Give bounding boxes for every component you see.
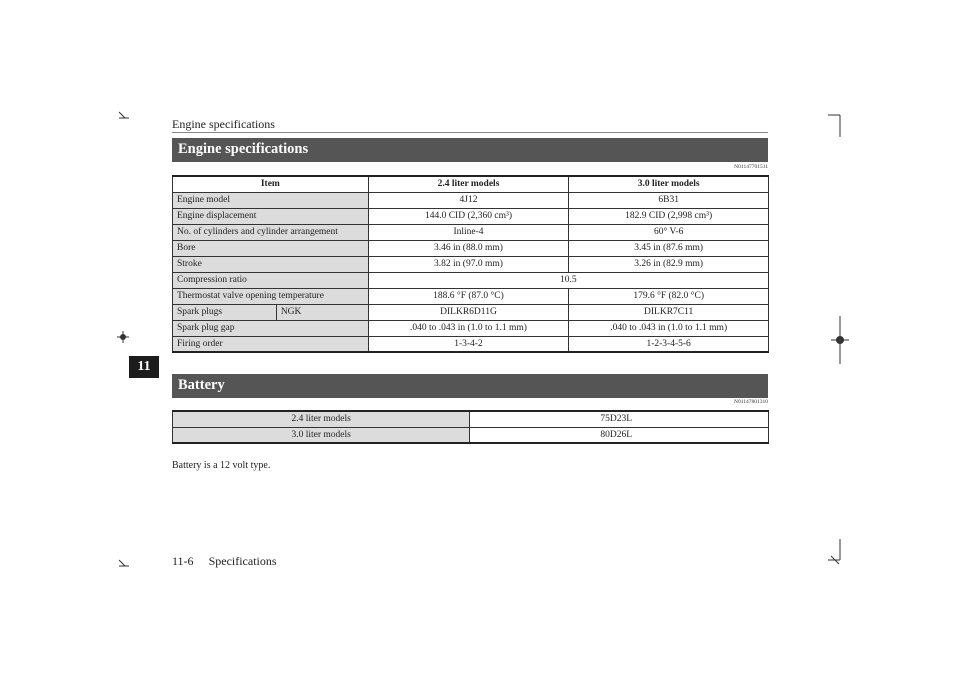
cell-value: 60° V-6	[569, 224, 769, 240]
table-row	[173, 411, 769, 427]
cell-value: 3.45 in (87.6 mm)	[569, 240, 769, 256]
engine-spec-table	[172, 175, 769, 353]
cell-value: 1-3-4-2	[368, 336, 569, 352]
registration-mark-left	[116, 330, 130, 344]
cell-value: 188.6 °F (87.0 °C)	[368, 288, 569, 304]
battery-table	[172, 410, 769, 444]
page-header-title: Engine specifications	[172, 117, 275, 131]
row-label: Spark plug gap	[173, 320, 369, 336]
crop-mark-top-left	[118, 110, 132, 122]
table-row	[173, 288, 769, 304]
cell-value: DILKR6D11G	[368, 304, 569, 320]
table-row	[173, 427, 769, 443]
table-row	[173, 272, 769, 288]
crop-mark-bottom-left	[118, 558, 132, 570]
crop-mark-bottom-right	[826, 538, 842, 568]
row-label: Engine model	[173, 192, 369, 208]
chapter-tab: 11	[129, 356, 159, 378]
col-header-30: 3.0 liter models	[569, 176, 769, 192]
row-label: Stroke	[173, 256, 369, 272]
cell-value: 3.26 in (82.9 mm)	[569, 256, 769, 272]
cell-value: 6B31	[569, 192, 769, 208]
battery-note: Battery is a 12 volt type.	[172, 460, 271, 471]
cell-value: .040 to .043 in (1.0 to 1.1 mm)	[368, 320, 569, 336]
col-header-item: Item	[173, 176, 369, 192]
row-label: 2.4 liter models	[173, 411, 470, 427]
row-label: Bore	[173, 240, 369, 256]
battery-section-title: Battery	[172, 374, 768, 398]
engine-section-title: Engine specifications	[172, 138, 768, 162]
row-label: Compression ratio	[173, 272, 369, 288]
table-row	[173, 224, 769, 240]
col-header-24: 2.4 liter models	[368, 176, 569, 192]
table-row	[173, 336, 769, 352]
row-label: Thermostat valve opening temperature	[173, 288, 369, 304]
cell-value: 144.0 CID (2,360 cm³)	[368, 208, 569, 224]
table-row	[173, 256, 769, 272]
cell-value: DILKR7C11	[569, 304, 769, 320]
header-rule	[172, 132, 768, 133]
crop-mark-top-right	[826, 110, 842, 138]
table-row	[173, 320, 769, 336]
row-label: 3.0 liter models	[173, 427, 470, 443]
page-footer	[172, 554, 277, 569]
battery-section-code: N01147801310	[733, 399, 768, 405]
registration-mark-right	[830, 315, 850, 365]
page-number: 11-6	[172, 554, 194, 568]
row-sublabel: NGK	[276, 304, 368, 320]
cell-value: 182.9 CID (2,998 cm³)	[569, 208, 769, 224]
cell-value: 4J12	[368, 192, 569, 208]
cell-value: 3.82 in (97.0 mm)	[368, 256, 569, 272]
table-row	[173, 304, 769, 320]
table-row	[173, 192, 769, 208]
table-header-row	[173, 176, 769, 192]
engine-section-code: N01147701511	[734, 164, 768, 170]
table-row	[173, 240, 769, 256]
cell-value: 80D26L	[470, 427, 769, 443]
cell-value: .040 to .043 in (1.0 to 1.1 mm)	[569, 320, 769, 336]
row-label: Spark plugs	[173, 304, 277, 320]
row-label: Engine displacement	[173, 208, 369, 224]
cell-value: 1-2-3-4-5-6	[569, 336, 769, 352]
table-row	[173, 208, 769, 224]
cell-value: 10.5	[368, 272, 768, 288]
footer-section: Specifications	[208, 554, 277, 568]
cell-value: Inline-4	[368, 224, 569, 240]
row-label: Firing order	[173, 336, 369, 352]
cell-value: 3.46 in (88.0 mm)	[368, 240, 569, 256]
row-label: No. of cylinders and cylinder arrangement	[173, 224, 369, 240]
cell-value: 75D23L	[470, 411, 769, 427]
cell-value: 179.6 °F (82.0 °C)	[569, 288, 769, 304]
